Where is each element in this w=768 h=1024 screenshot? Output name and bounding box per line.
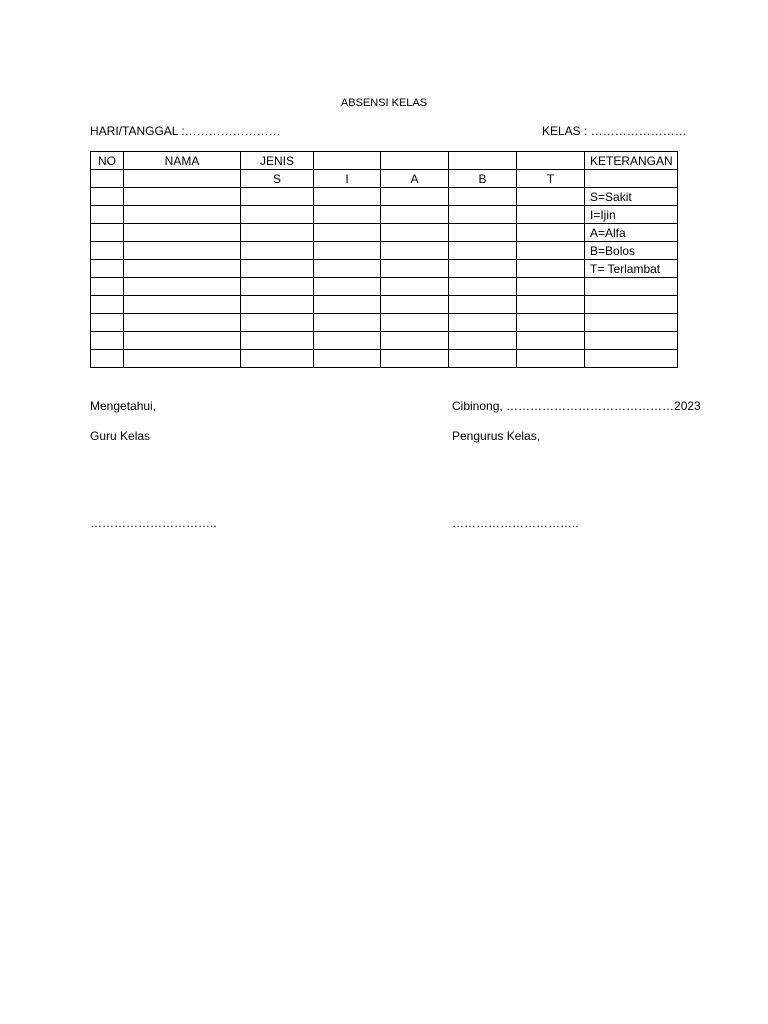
table-cell — [449, 260, 517, 278]
keterangan-cell — [585, 314, 678, 332]
kelas-field: KELAS : …………………… — [542, 124, 687, 138]
table-row — [91, 278, 678, 296]
table-cell — [517, 296, 585, 314]
table-cell — [314, 224, 381, 242]
table-cell — [241, 188, 314, 206]
table-cell — [314, 188, 381, 206]
table-cell — [241, 278, 314, 296]
table-cell — [124, 260, 241, 278]
table-cell — [381, 242, 449, 260]
table-cell — [381, 152, 449, 170]
table-row — [91, 260, 678, 278]
table-cell: NAMA — [124, 152, 241, 170]
table-header-row — [91, 152, 678, 170]
table-cell — [241, 332, 314, 350]
table-cell — [91, 314, 124, 332]
table-cell — [91, 188, 124, 206]
table-cell — [381, 314, 449, 332]
pengurus-kelas-label: Pengurus Kelas, — [452, 429, 541, 443]
table-cell: KETERANGAN — [585, 152, 678, 170]
place-date-line: Cibinong, ……………………………………2023 — [452, 399, 701, 413]
table-row — [91, 206, 678, 224]
table-cell — [517, 350, 585, 368]
page-title: ABSENSI KELAS — [340, 97, 428, 109]
table-cell — [449, 188, 517, 206]
hari-tanggal-field: HARI/TANGGAL :…………………… — [90, 124, 281, 138]
attendance-table — [90, 151, 678, 368]
table-cell — [314, 314, 381, 332]
table-cell — [449, 152, 517, 170]
table-cell — [124, 332, 241, 350]
table-cell — [124, 170, 241, 188]
table-cell — [449, 332, 517, 350]
table-cell — [381, 278, 449, 296]
table-cell — [381, 206, 449, 224]
table-cell — [241, 206, 314, 224]
table-row — [91, 314, 678, 332]
keterangan-cell: A=Alfa — [585, 224, 678, 242]
table-cell — [449, 278, 517, 296]
table-cell — [241, 314, 314, 332]
mengetahui-label: Mengetahui, — [90, 399, 157, 413]
table-cell — [381, 260, 449, 278]
table-cell — [449, 296, 517, 314]
table-cell — [124, 224, 241, 242]
table-cell — [381, 296, 449, 314]
table-cell — [124, 350, 241, 368]
table-cell — [314, 350, 381, 368]
table-cell — [314, 260, 381, 278]
table-cell: A — [381, 170, 449, 188]
keterangan-cell: I=Ijin — [585, 206, 678, 224]
table-cell — [91, 350, 124, 368]
keterangan-cell — [585, 350, 678, 368]
table-cell: JENIS — [241, 152, 314, 170]
table-cell — [241, 224, 314, 242]
table-row — [91, 350, 678, 368]
keterangan-cell: B=Bolos — [585, 242, 678, 260]
keterangan-cell — [585, 332, 678, 350]
keterangan-cell — [585, 296, 678, 314]
table-cell — [585, 170, 678, 188]
table-cell — [381, 188, 449, 206]
table-cell — [91, 332, 124, 350]
table-cell — [517, 152, 585, 170]
table-cell — [381, 332, 449, 350]
table-cell — [91, 296, 124, 314]
table-cell — [241, 260, 314, 278]
keterangan-cell: T= Terlambat — [585, 260, 678, 278]
table-cell — [91, 278, 124, 296]
table-row — [91, 188, 678, 206]
table-row — [91, 296, 678, 314]
table-cell: T — [517, 170, 585, 188]
table-row — [91, 332, 678, 350]
table-cell — [517, 206, 585, 224]
table-cell — [124, 188, 241, 206]
table-cell — [91, 242, 124, 260]
table-cell — [449, 314, 517, 332]
table-cell — [124, 242, 241, 260]
table-cell — [517, 260, 585, 278]
table-cell: S — [241, 170, 314, 188]
table-cell — [381, 224, 449, 242]
table-cell: B — [449, 170, 517, 188]
table-cell — [517, 314, 585, 332]
table-cell — [314, 278, 381, 296]
table-cell — [124, 314, 241, 332]
table-cell — [449, 206, 517, 224]
table-cell — [124, 278, 241, 296]
table-cell — [314, 152, 381, 170]
table-row — [91, 224, 678, 242]
table-cell: I — [314, 170, 381, 188]
keterangan-cell — [585, 278, 678, 296]
table-cell — [449, 350, 517, 368]
signature-line-pengurus: ………………………….. — [452, 516, 579, 530]
table-cell — [314, 206, 381, 224]
table-cell — [449, 224, 517, 242]
keterangan-cell: S=Sakit — [585, 188, 678, 206]
table-cell — [241, 242, 314, 260]
table-row — [91, 242, 678, 260]
table-cell — [517, 278, 585, 296]
table-cell — [314, 332, 381, 350]
table-cell — [124, 296, 241, 314]
table-cell — [517, 242, 585, 260]
table-cell — [381, 350, 449, 368]
signature-line-guru: ………………………….. — [90, 516, 217, 530]
table-cell — [91, 260, 124, 278]
table-cell — [241, 296, 314, 314]
table-cell — [124, 206, 241, 224]
table-cell — [517, 224, 585, 242]
table-cell — [91, 170, 124, 188]
table-cell — [314, 296, 381, 314]
table-cell — [91, 224, 124, 242]
table-cell — [91, 206, 124, 224]
table-cell: NO — [91, 152, 124, 170]
table-subheader-row — [91, 170, 678, 188]
table-cell — [517, 188, 585, 206]
table-cell — [241, 350, 314, 368]
table-cell — [314, 242, 381, 260]
guru-kelas-label: Guru Kelas — [90, 429, 151, 443]
table-cell — [449, 242, 517, 260]
table-cell — [517, 332, 585, 350]
